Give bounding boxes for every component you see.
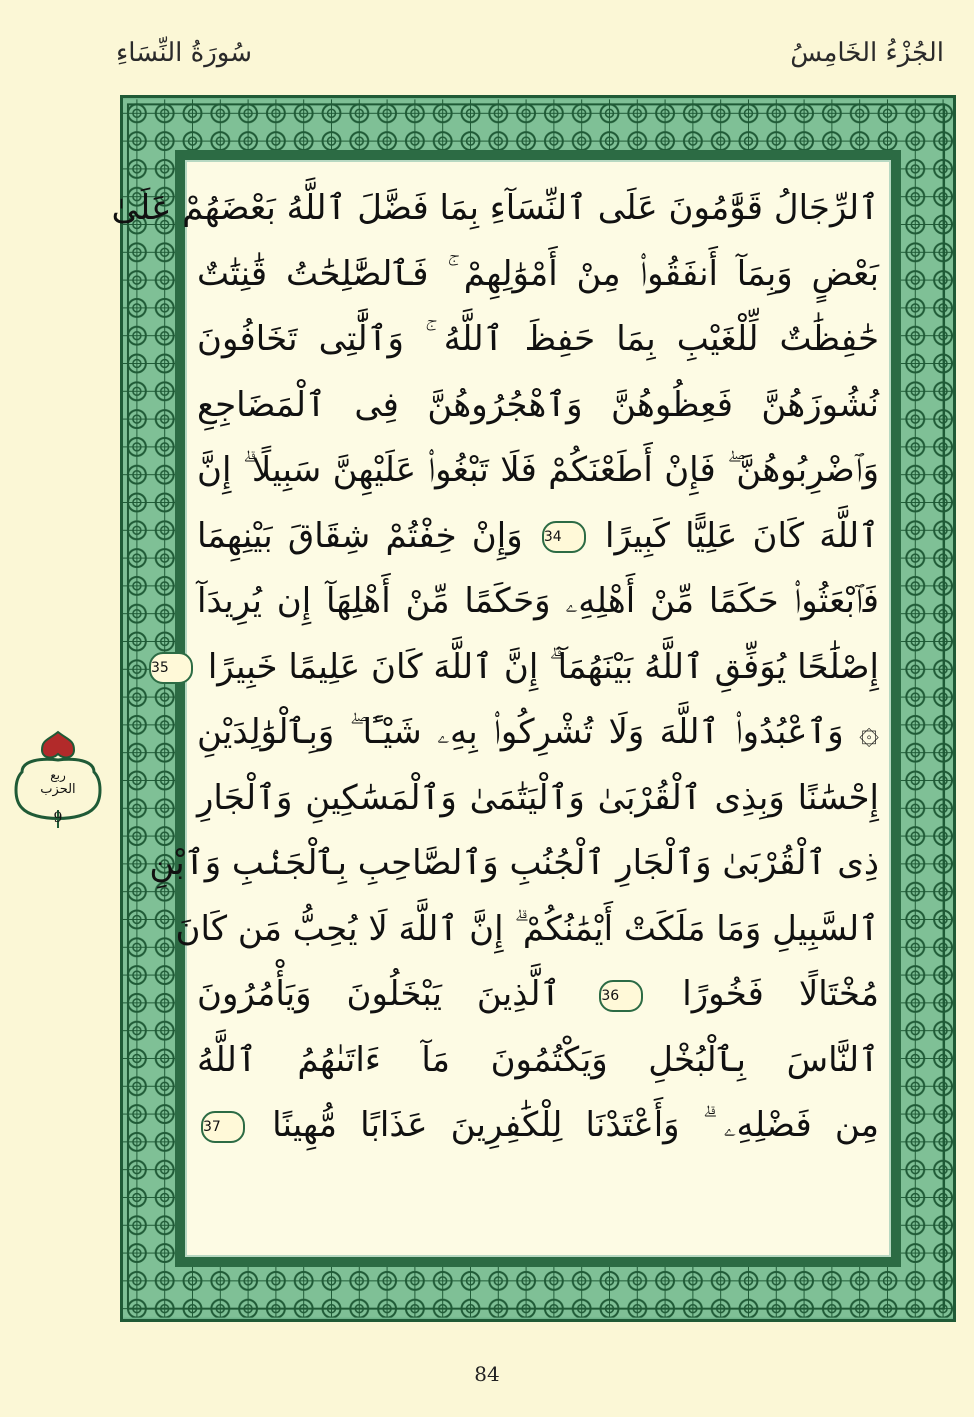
verse-text: نُشُوزَهُنَّ فَعِظُوهُنَّ وَٱهْجُرُوهُنَّ فِى ٱلْمَضَاجِعِ	[197, 384, 879, 425]
surah-title: سُورَةُ النِّسَاءِ	[116, 38, 252, 68]
verse-text: ٱلسَّبِيلِ وَمَا مَلَكَتْ أَيْمَٰنُكُمْ ۗ إِنَّ ٱللَّهَ لَا يُحِبُّ مَن كَانَ	[175, 908, 879, 949]
verse-text: ٱلَّذِينَ يَبْخَلُونَ وَيَأْمُرُونَ	[197, 974, 561, 1014]
verse-line	[197, 569, 879, 635]
verse-text: ذِى ٱلْقُرْبَىٰ وَٱلْجَارِ ٱلْجُنُبِ وَٱلصَّاحِبِ بِٱلْجَنۢبِ وَٱبْنِ	[149, 843, 879, 883]
page-frame	[111, 95, 956, 1322]
verse-text: مُخْتَالًا فَخُورًا	[682, 974, 880, 1014]
verse-text: وَإِنْ خِفْتُمْ شِقَاقَ بَيْنِهِمَا	[197, 515, 523, 556]
verse-line	[197, 504, 879, 570]
ayah-number-marker: 36	[599, 980, 643, 1012]
hizb-quarter-marker	[12, 730, 104, 830]
verse-text: إِحْسَٰنًا وَبِذِى ٱلْقُرْبَىٰ وَٱلْيَتَٰمَىٰ وَٱلْمَسَٰكِينِ وَٱلْجَارِ	[197, 777, 879, 818]
verse-text: ٱلنَّاسَ بِٱلْبُخْلِ وَيَكْتُمُونَ مَآ ءَاتَىٰهُمُ ٱللَّهُ	[197, 1039, 879, 1080]
verse-text: ۞ وَٱعْبُدُوا۟ ٱللَّهَ وَلَا تُشْرِكُوا۟ بِهِۦ شَيْـًٔا ۖ وَبِٱلْوَٰلِدَيْنِ	[197, 712, 879, 752]
marker-number: 9	[53, 810, 63, 826]
verse-line	[197, 242, 879, 308]
marker-label-main: الحزب	[40, 782, 76, 797]
verse-line	[197, 307, 879, 373]
verse-text: فَٱبْعَثُوا۟ حَكَمًا مِّنْ أَهْلِهِۦ وَحَكَمًا مِّنْ أَهْلِهَآ إِن يُرِيدَآ	[197, 581, 879, 621]
verse-line	[197, 373, 879, 439]
verse-text: حَٰفِظَٰتٌ لِّلْغَيْبِ بِمَا حَفِظَ ٱللَّهُ ۚ وَٱلَّٰتِى تَخَافُونَ	[197, 319, 879, 359]
ayah-number-marker: 37	[201, 1111, 245, 1143]
verse-text: بَعْضٍ وَبِمَآ أَنفَقُوا۟ مِنْ أَمْوَٰلِهِمْ ۚ فَٱلصَّٰلِحَٰتُ قَٰنِتَٰتٌ	[197, 253, 879, 294]
verse-lines	[111, 176, 880, 1159]
verse-line	[197, 1093, 879, 1159]
marker-label-top: ربع	[50, 768, 66, 782]
verse-line	[197, 766, 879, 832]
text-panel	[111, 160, 891, 1257]
verse-line	[175, 897, 879, 963]
page-number: 84	[474, 1362, 500, 1386]
verse-line	[151, 635, 879, 701]
juz-title: الجُزْءُ الخَامِسُ	[790, 38, 944, 68]
verse-line	[197, 1028, 879, 1094]
verse-text: وَٱضْرِبُوهُنَّ ۖ فَإِنْ أَطَعْنَكُمْ فَلَا تَبْغُوا۟ عَلَيْهِنَّ سَبِيلًا ۗ إِنَّ	[197, 450, 879, 490]
verse-line	[111, 176, 879, 242]
verse-text: ٱللَّهَ كَانَ عَلِيًّا كَبِيرًا	[605, 515, 879, 556]
verse-line	[197, 700, 879, 766]
verse-text: إِصْلَٰحًا يُوَفِّقِ ٱللَّهُ بَيْنَهُمَآ ۗ إِنَّ ٱللَّهَ كَانَ عَلِيمًا خَبِيرًا	[207, 646, 879, 687]
verse-text: ٱلرِّجَالُ قَوَّٰمُونَ عَلَى ٱلنِّسَآءِ بِمَا فَضَّلَ ٱللَّهُ بَعْضَهُمْ عَلَىٰ	[111, 188, 879, 228]
verse-text: مِن فَضْلِهِۦ ۗ وَأَعْتَدْنَا لِلْكَٰفِرِينَ عَذَابًا مُّهِينًا	[272, 1105, 880, 1145]
verse-line	[149, 831, 879, 897]
verse-line	[197, 438, 879, 504]
ayah-number-marker: 34	[542, 521, 586, 553]
ayah-number-marker: 35	[149, 652, 193, 684]
verse-line	[197, 962, 879, 1028]
